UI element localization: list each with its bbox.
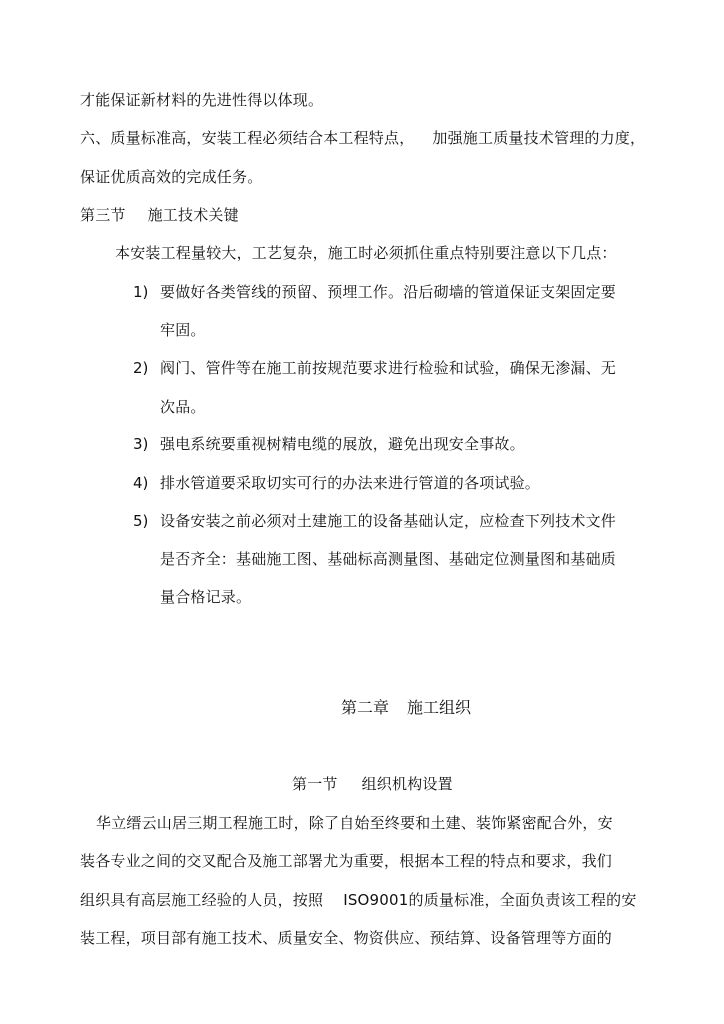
list-item-number: 1) [133, 283, 149, 301]
list-item-line: 是否齐全：基础施工图、基础标高测量图、基础定位测量图和基础质 [160, 550, 617, 568]
paragraph-line: 装工程，项目部有施工技术、质量安全、物资供应、预结算、设备管理等方面的 [80, 929, 613, 947]
section-heading [80, 205, 239, 225]
paragraph-segment: ISO9001的质量标准，全面负责该工程的安 [343, 891, 637, 909]
paragraph-line [80, 890, 637, 910]
section-heading [292, 774, 453, 794]
paragraph-line: 保证优质高效的完成任务。 [80, 168, 263, 186]
section-title: 施工技术关键 [147, 206, 239, 224]
list-item-line: 排水管道要采取切实可行的办法来进行管道的各项试验。 [160, 474, 541, 492]
list-item-line: 量合格记录。 [160, 588, 252, 606]
list-item-line: 次品。 [160, 398, 206, 416]
paragraph-segment: 加强施工质量技术管理的力度， [432, 129, 646, 147]
list-item-line: 强电系统要重视树精电缆的展放，避免出现安全事故。 [160, 435, 525, 453]
intro-line: 本安装工程量较大，工艺复杂，施工时必须抓住重点特别要注意以下几点： [115, 244, 617, 262]
list-item-line: 牢固。 [160, 321, 206, 339]
list-item-number: 4) [133, 474, 149, 492]
section-title: 组织机构设置 [361, 775, 453, 793]
chapter-heading [341, 697, 471, 719]
list-item-line: 设备安装之前必须对土建施工的设备基础认定，应检查下列技术文件 [160, 512, 617, 530]
paragraph-segment: 组织具有高层施工经验的人员，按照 [80, 891, 324, 909]
section-number: 第一节 [292, 775, 338, 793]
list-item-number: 2) [133, 359, 149, 377]
paragraph-line [80, 128, 645, 148]
chapter-title: 施工组织 [407, 698, 472, 717]
list-item-number: 5) [133, 512, 149, 530]
paragraph-line: 装各专业之间的交叉配合及施工部署尤为重要，根据本工程的特点和要求，我们 [80, 852, 613, 870]
paragraph-segment: 六、质量标准高，安装工程必须结合本工程特点， [80, 129, 415, 147]
section-number: 第三节 [80, 206, 126, 224]
chapter-number: 第二章 [341, 698, 390, 717]
list-item-number: 3) [133, 435, 149, 453]
paragraph-line: 才能保证新材料的先进性得以体现。 [80, 91, 324, 109]
list-item-line: 要做好各类管线的预留、预埋工作。沿后砌墙的管道保证支架固定要 [160, 283, 617, 301]
paragraph-line: 华立缙云山居三期工程施工时，除了自始至终要和土建、装饰紧密配合外，安 [96, 814, 613, 832]
list-item-line: 阀门、管件等在施工前按规范要求进行检验和试验，确保无渗漏、无 [160, 359, 617, 377]
